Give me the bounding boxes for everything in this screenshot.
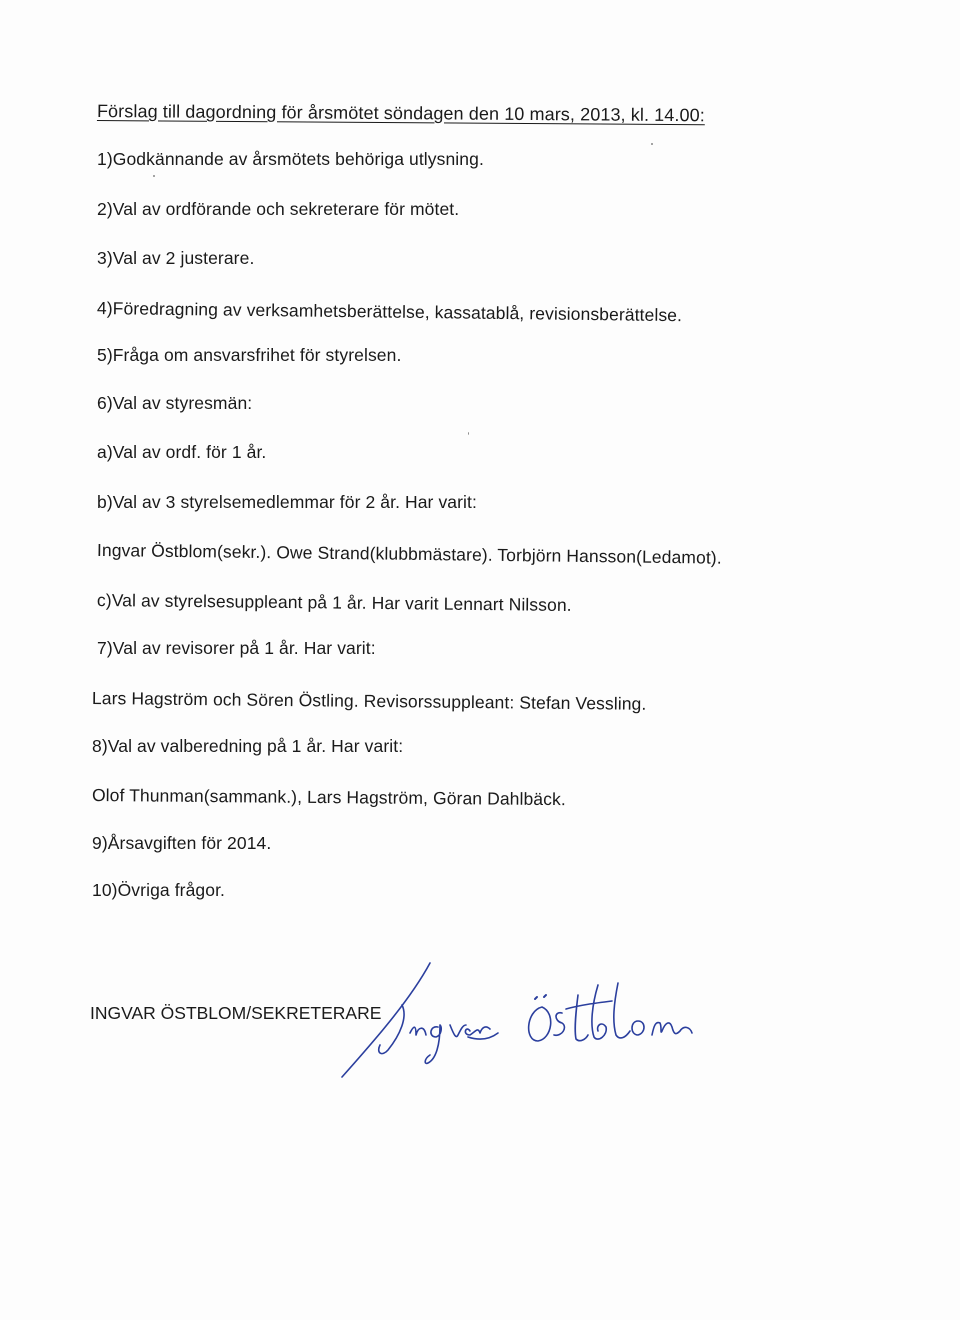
agenda-item-4: 4)Föredragning av verksamhetsberättelse, kassatablå, revisionsberättelse. <box>96 298 683 326</box>
agenda-item-6: 6)Val av styresmän: <box>97 393 253 413</box>
agenda-item-6c: c)Val av styrelsesuppleant på 1 år. Har varit Lennart Nilsson. <box>96 590 572 615</box>
scan-speck <box>468 432 469 435</box>
agenda-item-1: 1)Godkännande av årsmötets behöriga utlysning. <box>97 149 484 169</box>
handwritten-signature <box>330 955 730 1085</box>
signature-label: INGVAR ÖSTBLOM/SEKRETERARE <box>90 1003 382 1023</box>
agenda-item-7-members: Lars Hagström och Sören Östling. Revisorssuppleant: Stefan Vessling. <box>91 688 647 714</box>
agenda-item-6b-members: Ingvar Östblom(sekr.). Owe Strand(klubbmästare). Torbjörn Hansson(Ledamot). <box>96 540 722 568</box>
agenda-item-10: 10)Övriga frågor. <box>92 880 226 900</box>
agenda-item-8-members: Olof Thunman(sammank.), Lars Hagström, Göran Dahlbäck. <box>91 785 566 810</box>
agenda-item-2: 2)Val av ordförande och sekreterare för mötet. <box>97 199 460 219</box>
agenda-item-6a: a)Val av ordf. för 1 år. <box>97 442 267 462</box>
agenda-item-6b: b)Val av 3 styrelsemedlemmar för 2 år. Har varit: <box>97 492 477 512</box>
agenda-item-3: 3)Val av 2 justerare. <box>97 248 255 268</box>
agenda-item-7: 7)Val av revisorer på 1 år. Har varit: <box>97 638 376 658</box>
document-heading: Förslag till dagordning för årsmötet söndagen den 10 mars, 2013, kl. 14.00: <box>96 101 705 126</box>
scan-speck <box>153 175 155 177</box>
scan-speck <box>651 143 653 145</box>
agenda-item-5: 5)Fråga om ansvarsfrihet för styrelsen. <box>97 345 402 365</box>
agenda-item-9: 9)Årsavgiften för 2014. <box>92 833 272 853</box>
agenda-item-8: 8)Val av valberedning på 1 år. Har varit: <box>92 736 404 756</box>
